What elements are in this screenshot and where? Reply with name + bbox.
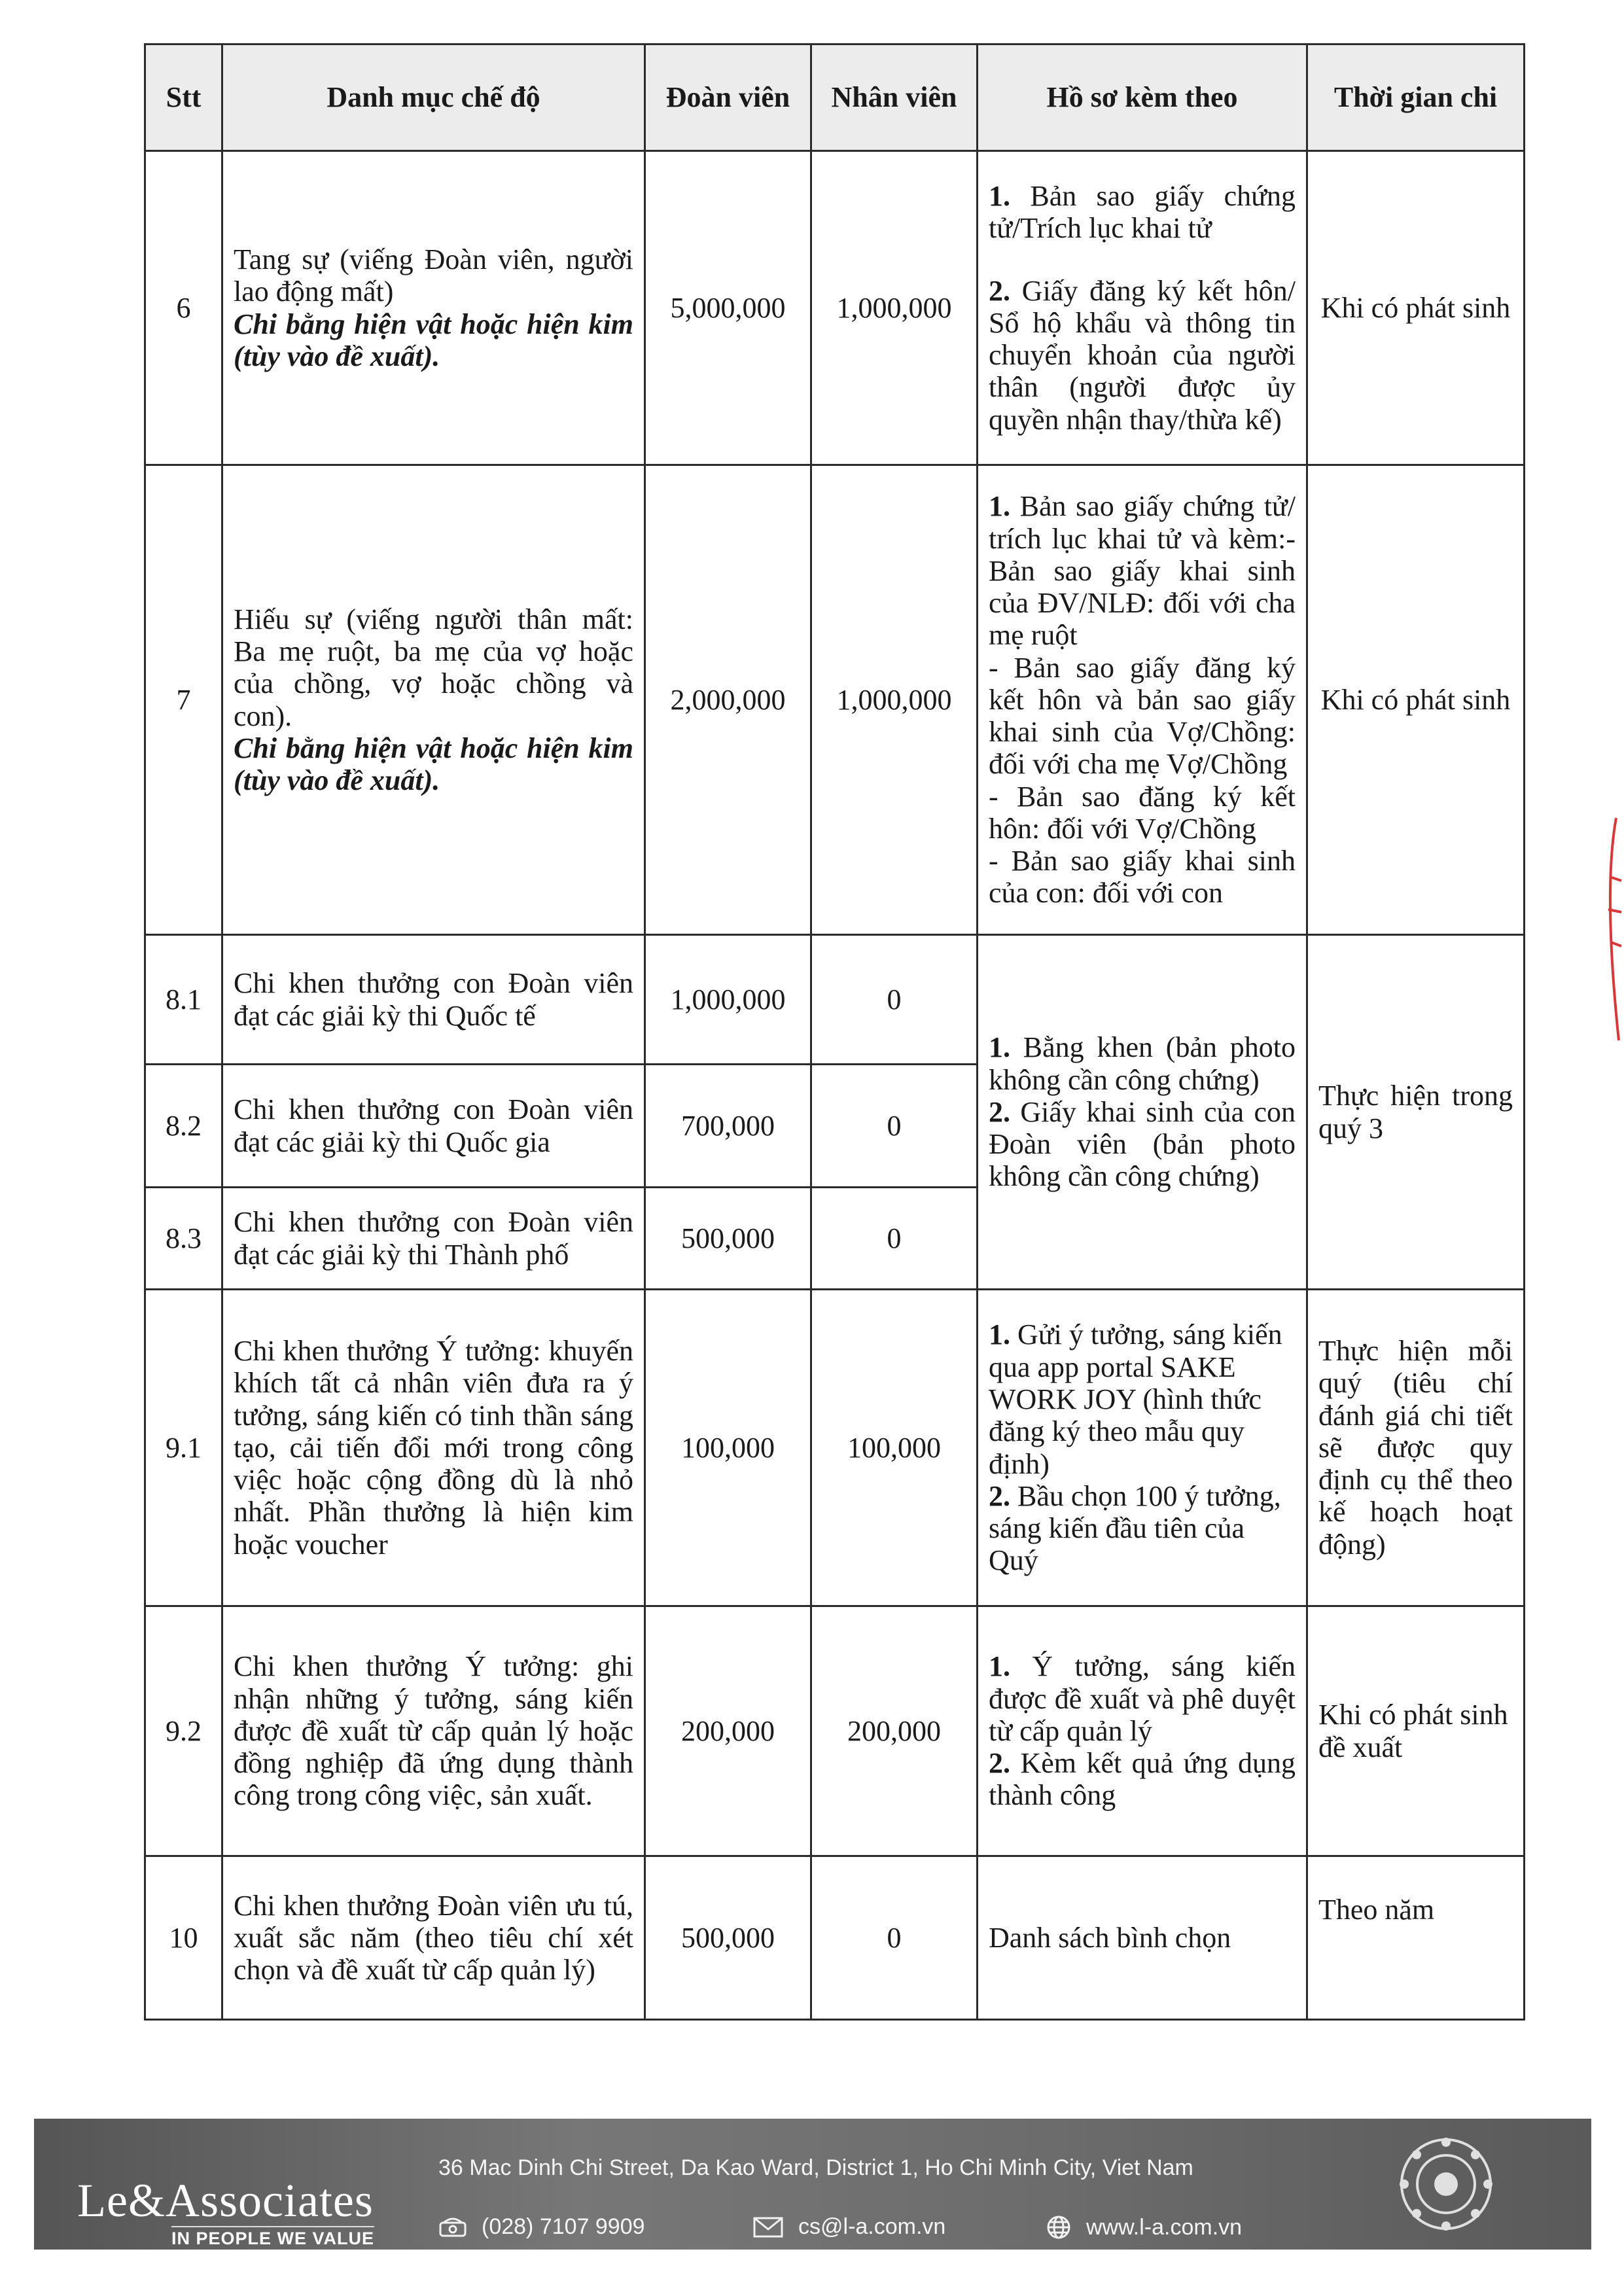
table-row [145, 1856, 1525, 2020]
document-item [989, 275, 1296, 436]
red-stamp-mark [1597, 811, 1624, 1047]
category-cell [222, 465, 645, 935]
document-text: Kèm kết quả ứng dụng thành công [989, 1747, 1296, 1812]
table-header-row [145, 44, 1525, 151]
employee-amount: 0 [811, 1856, 978, 2020]
documents-cell [978, 465, 1307, 935]
member-amount: 2,000,000 [645, 465, 811, 935]
document-number: 2. [989, 1095, 1010, 1128]
header-time: Thời gian chi [1307, 44, 1525, 151]
benefits-table [144, 43, 1525, 2021]
documents-cell [978, 935, 1307, 1290]
stt-cell: 8.1 [145, 935, 222, 1065]
member-amount: 500,000 [645, 1188, 811, 1290]
email-contact [752, 2214, 945, 2240]
website-contact [1046, 2214, 1242, 2240]
employee-amount: 1,000,000 [811, 465, 978, 935]
document-text: Bản sao giấy chứng tử/Trích lục khai tử [989, 180, 1296, 245]
category-cell: Chi khen thưởng Ý tưởng: khuyến khích tất cả nhân viên đưa ra ý tưởng, sáng kiến có tinh thần sáng tạo, cải tiến đổi mới trong công việc hoặc cộng đồng dù là nhỏ nhất. Phần thưởng là hiện kim hoặc voucher [222, 1290, 645, 1606]
website-url: www.l-a.com.vn [1086, 2214, 1243, 2240]
stt-cell: 10 [145, 1856, 222, 2020]
globe-icon [1046, 2214, 1072, 2240]
member-amount: 700,000 [645, 1065, 811, 1188]
documents-cell: Danh sách bình chọn [978, 1856, 1307, 2020]
document-text: Giấy khai sinh của con Đoàn viên (bản photo không cần công chứng) [989, 1095, 1296, 1193]
table-row [145, 465, 1525, 935]
category-cell: Chi khen thưởng con Đoàn viên đạt các giải kỳ thi Thành phố [222, 1188, 645, 1290]
phone-number: (028) 7107 9909 [482, 2214, 645, 2239]
email-address: cs@l-a.com.vn [798, 2214, 946, 2239]
employee-amount: 0 [811, 1188, 978, 1290]
member-amount: 5,000,000 [645, 151, 811, 465]
documents-cell [978, 1606, 1307, 1856]
document-text: Bản sao giấy chứng tử/ trích lục khai tử và kèm:- Bản sao giấy khai sinh của ĐV/NLĐ: đối với cha mẹ ruột - Bản sao giấy đăng ký kết hôn và bản sao giấy khai sinh của Vợ/Chồng: đối với cha mẹ Vợ/Chồng - Bản sao đăng ký kết hôn: đối với Vợ/Chồng - Bản sao giấy khai sinh của con: đối với con [989, 490, 1296, 910]
document-item [989, 1747, 1296, 1812]
employee-amount: 0 [811, 1065, 978, 1188]
category-text: Tang sự (viếng Đoàn viên, người lao động mất) [234, 243, 633, 308]
member-amount: 500,000 [645, 1856, 811, 2020]
company-address: 36 Mac Dinh Chi Street, Da Kao Ward, District 1, Ho Chi Minh City, Viet Nam [438, 2155, 1193, 2180]
document-number: 2. [989, 274, 1010, 307]
employee-amount: 100,000 [811, 1290, 978, 1606]
documents-cell [978, 151, 1307, 465]
documents-cell [978, 1290, 1307, 1606]
category-cell: Chi khen thưởng con Đoàn viên đạt các giải kỳ thi Quốc tế [222, 935, 645, 1065]
stt-cell: 9.2 [145, 1606, 222, 1856]
envelope-icon [752, 2216, 784, 2238]
employee-amount: 200,000 [811, 1606, 978, 1856]
company-logo-name: Le&Associates [77, 2174, 374, 2227]
stt-cell: 7 [145, 465, 222, 935]
stt-cell: 9.1 [145, 1290, 222, 1606]
member-amount: 1,000,000 [645, 935, 811, 1065]
header-category: Danh mục chế độ [222, 44, 645, 151]
time-cell: Khi có phát sinh [1307, 151, 1525, 465]
employee-amount: 0 [811, 935, 978, 1065]
time-cell: Theo năm [1307, 1856, 1525, 2020]
time-cell: Thực hiện mỗi quý (tiêu chí đánh giá chi tiết sẽ được quy định cụ thể theo kế hoạch hoạt động) [1307, 1290, 1525, 1606]
document-text: Bằng khen (bản photo không cần công chứng) [989, 1031, 1296, 1096]
document-item [989, 180, 1296, 245]
category-text: Hiếu sự (viếng người thân mất: Ba mẹ ruột, ba mẹ của vợ hoặc của chồng, vợ hoặc chồng và con). [234, 603, 633, 732]
header-member: Đoàn viên [645, 44, 811, 151]
payment-note: Chi bằng hiện vật hoặc hiện kim (tùy vào đề xuất). [234, 308, 633, 372]
category-cell [222, 151, 645, 465]
document-item [989, 1480, 1296, 1577]
letterhead-footer [34, 2119, 1591, 2250]
company-tagline: IN PEOPLE WE VALUE [171, 2226, 374, 2249]
phone-icon [438, 2216, 467, 2238]
document-text: Bầu chọn 100 ý tưởng, sáng kiến đầu tiên của Quý [989, 1479, 1281, 1577]
category-cell: Chi khen thưởng Đoàn viên ưu tú, xuất sắc năm (theo tiêu chí xét chọn và đề xuất từ cấp quản lý) [222, 1856, 645, 2020]
document-text: Giấy đăng ký kết hôn/ Sổ hộ khẩu và thông tin chuyển khoản của người thân (người được ủy quyền nhận thay/thừa kế) [989, 274, 1296, 436]
payment-note: Chi bằng hiện vật hoặc hiện kim (tùy vào đề xuất). [234, 732, 633, 797]
stt-cell: 8.2 [145, 1065, 222, 1188]
time-cell: Khi có phát sinh [1307, 465, 1525, 935]
table-row [145, 1606, 1525, 1856]
employee-amount: 1,000,000 [811, 151, 978, 465]
stt-cell: 6 [145, 151, 222, 465]
document-number: 2. [989, 1747, 1010, 1780]
table-row [145, 151, 1525, 465]
document-item [989, 1318, 1296, 1479]
table-row [145, 1290, 1525, 1606]
time-cell: Thực hiện trong quý 3 [1307, 935, 1525, 1290]
member-amount: 200,000 [645, 1606, 811, 1856]
document-item [989, 1650, 1296, 1747]
document-number: 1. [989, 1650, 1010, 1683]
member-amount: 100,000 [645, 1290, 811, 1606]
document-number: 1. [989, 1031, 1010, 1064]
document-item [989, 1096, 1296, 1193]
header-stt: Stt [145, 44, 222, 151]
table-row [145, 935, 1525, 1065]
document-number: 1. [989, 490, 1010, 523]
document-number: 1. [989, 180, 1010, 213]
document-text: Gửi ý tưởng, sáng kiến qua app portal SAKE WORK JOY (hình thức đăng ký theo mẫu quy định) [989, 1318, 1282, 1480]
stt-cell: 8.3 [145, 1188, 222, 1290]
emblem-icon [1396, 2134, 1496, 2234]
document-text: Ý tưởng, sáng kiến được đề xuất và phê duyệt từ cấp quản lý [989, 1650, 1296, 1747]
phone-contact [438, 2214, 645, 2240]
header-documents: Hồ sơ kèm theo [978, 44, 1307, 151]
time-cell: Khi có phát sinh đề xuất [1307, 1606, 1525, 1856]
document-item [989, 1031, 1296, 1096]
document-number: 2. [989, 1479, 1010, 1512]
document-number: 1. [989, 1318, 1010, 1351]
category-cell: Chi khen thưởng Ý tưởng: ghi nhận những ý tưởng, sáng kiến được đề xuất từ cấp quản lý hoặc đồng nghiệp đã ứng dụng thành công trong công việc, sản xuất. [222, 1606, 645, 1856]
header-employee: Nhân viên [811, 44, 978, 151]
category-cell: Chi khen thưởng con Đoàn viên đạt các giải kỳ thi Quốc gia [222, 1065, 645, 1188]
